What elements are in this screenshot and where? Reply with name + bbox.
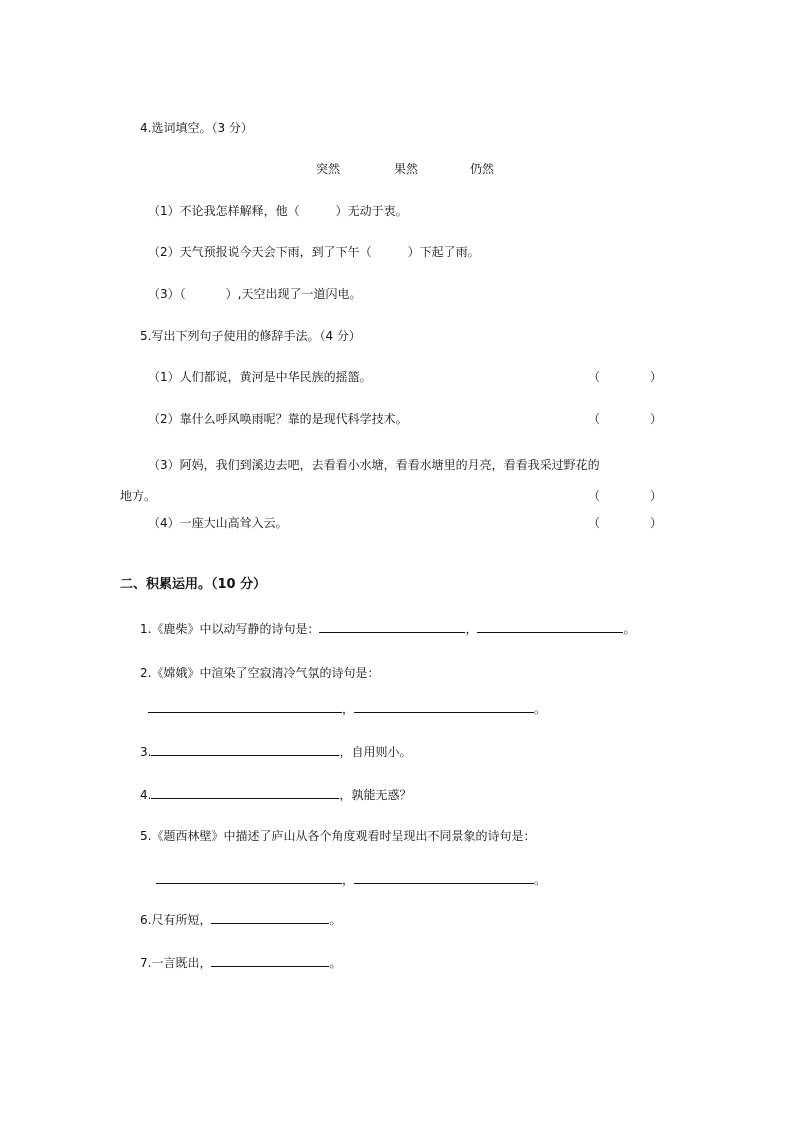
end-mark: 。	[329, 913, 342, 927]
item-text-after: ）,天空出现了一道闪电。	[225, 287, 362, 301]
separator: ，	[342, 702, 355, 716]
end-mark: 。	[534, 873, 547, 887]
word-option-2: 果然	[394, 162, 419, 176]
s2-q2-answer	[148, 700, 546, 717]
question-tail: ，自用则小。	[339, 745, 412, 759]
answer-blank[interactable]	[148, 700, 342, 713]
answer-parentheses[interactable]: （ ）	[588, 370, 663, 384]
answer-parentheses[interactable]: （ ）	[588, 489, 663, 503]
question-text: 6.尺有所短，	[140, 913, 212, 927]
answer-blank[interactable]	[319, 620, 465, 633]
answer-blank[interactable]	[354, 700, 534, 713]
q5-item-2: （2）靠什么呼风唤雨呢？靠的是现代科学技术。	[148, 412, 408, 426]
question-number: 3.	[140, 745, 152, 759]
section-heading: 二、积累运用。（10 分）	[120, 577, 267, 592]
item-text-after: ）下起了雨。	[407, 245, 480, 259]
q5-title: 5.写出下列句子使用的修辞手法。（4 分）	[140, 329, 361, 343]
item-text-before: （	[179, 287, 186, 301]
q4-item-3	[148, 286, 361, 302]
separator: ，	[465, 622, 478, 636]
s2-q6	[140, 911, 341, 928]
end-mark: 。	[534, 702, 547, 716]
answer-blank[interactable]	[156, 871, 342, 884]
answer-blank[interactable]	[151, 743, 339, 756]
q5-item-3: （3）阿妈，我们到溪边去吧，去看看小水塘，看看水塘里的月亮，看看我采过野花的	[148, 458, 600, 472]
s2-q5-text: 5.《题西林壁》中描述了庐山从各个角度观看时呈现出不同景象的诗句是：	[140, 829, 536, 843]
answer-blank[interactable]	[211, 954, 329, 967]
answer-blank[interactable]	[477, 620, 623, 633]
item-text-before: 天气预报说今天会下雨，到了下午（	[179, 245, 372, 259]
s2-q7	[140, 954, 341, 971]
question-tail: ，孰能无惑？	[339, 788, 412, 802]
q4-item-1	[148, 203, 408, 219]
item-text-before: 不论我怎样解释，他（	[179, 204, 300, 218]
answer-blank[interactable]	[354, 871, 534, 884]
separator: ，	[342, 873, 355, 887]
s2-q2-text: 2.《嫦娥》中渲染了空寂清冷气氛的诗句是：	[140, 666, 380, 680]
q4-title: 4.选词填空。（3 分）	[140, 121, 253, 135]
answer-parentheses[interactable]: （ ）	[588, 516, 663, 530]
s2-q4	[140, 786, 411, 803]
item-text-after: ）无动于衷。	[335, 204, 408, 218]
question-text: 1.《鹿柴》中以动写静的诗句是：	[140, 622, 320, 636]
end-mark: 。	[623, 622, 636, 636]
word-option-1: 突然	[316, 162, 341, 176]
answer-blank[interactable]	[211, 911, 329, 924]
answer-blank[interactable]	[151, 786, 339, 799]
s2-q3	[140, 743, 411, 760]
q5-item-3-continued: 地方。	[120, 489, 157, 503]
q4-item-2	[148, 244, 480, 260]
s2-q5-answer	[156, 871, 546, 888]
item-label: （3）	[148, 287, 180, 301]
q5-item-1: （1）人们都说，黄河是中华民族的摇篮。	[148, 370, 372, 384]
end-mark: 。	[329, 956, 342, 970]
word-option-3: 仍然	[470, 162, 495, 176]
question-text: 7.一言既出，	[140, 956, 212, 970]
item-label: （2）	[148, 245, 180, 259]
answer-parentheses[interactable]: （ ）	[588, 412, 663, 426]
q5-item-4: （4）一座大山高耸入云。	[148, 516, 288, 530]
s2-q1	[140, 620, 635, 637]
question-number: 4.	[140, 788, 152, 802]
item-label: （1）	[148, 204, 180, 218]
